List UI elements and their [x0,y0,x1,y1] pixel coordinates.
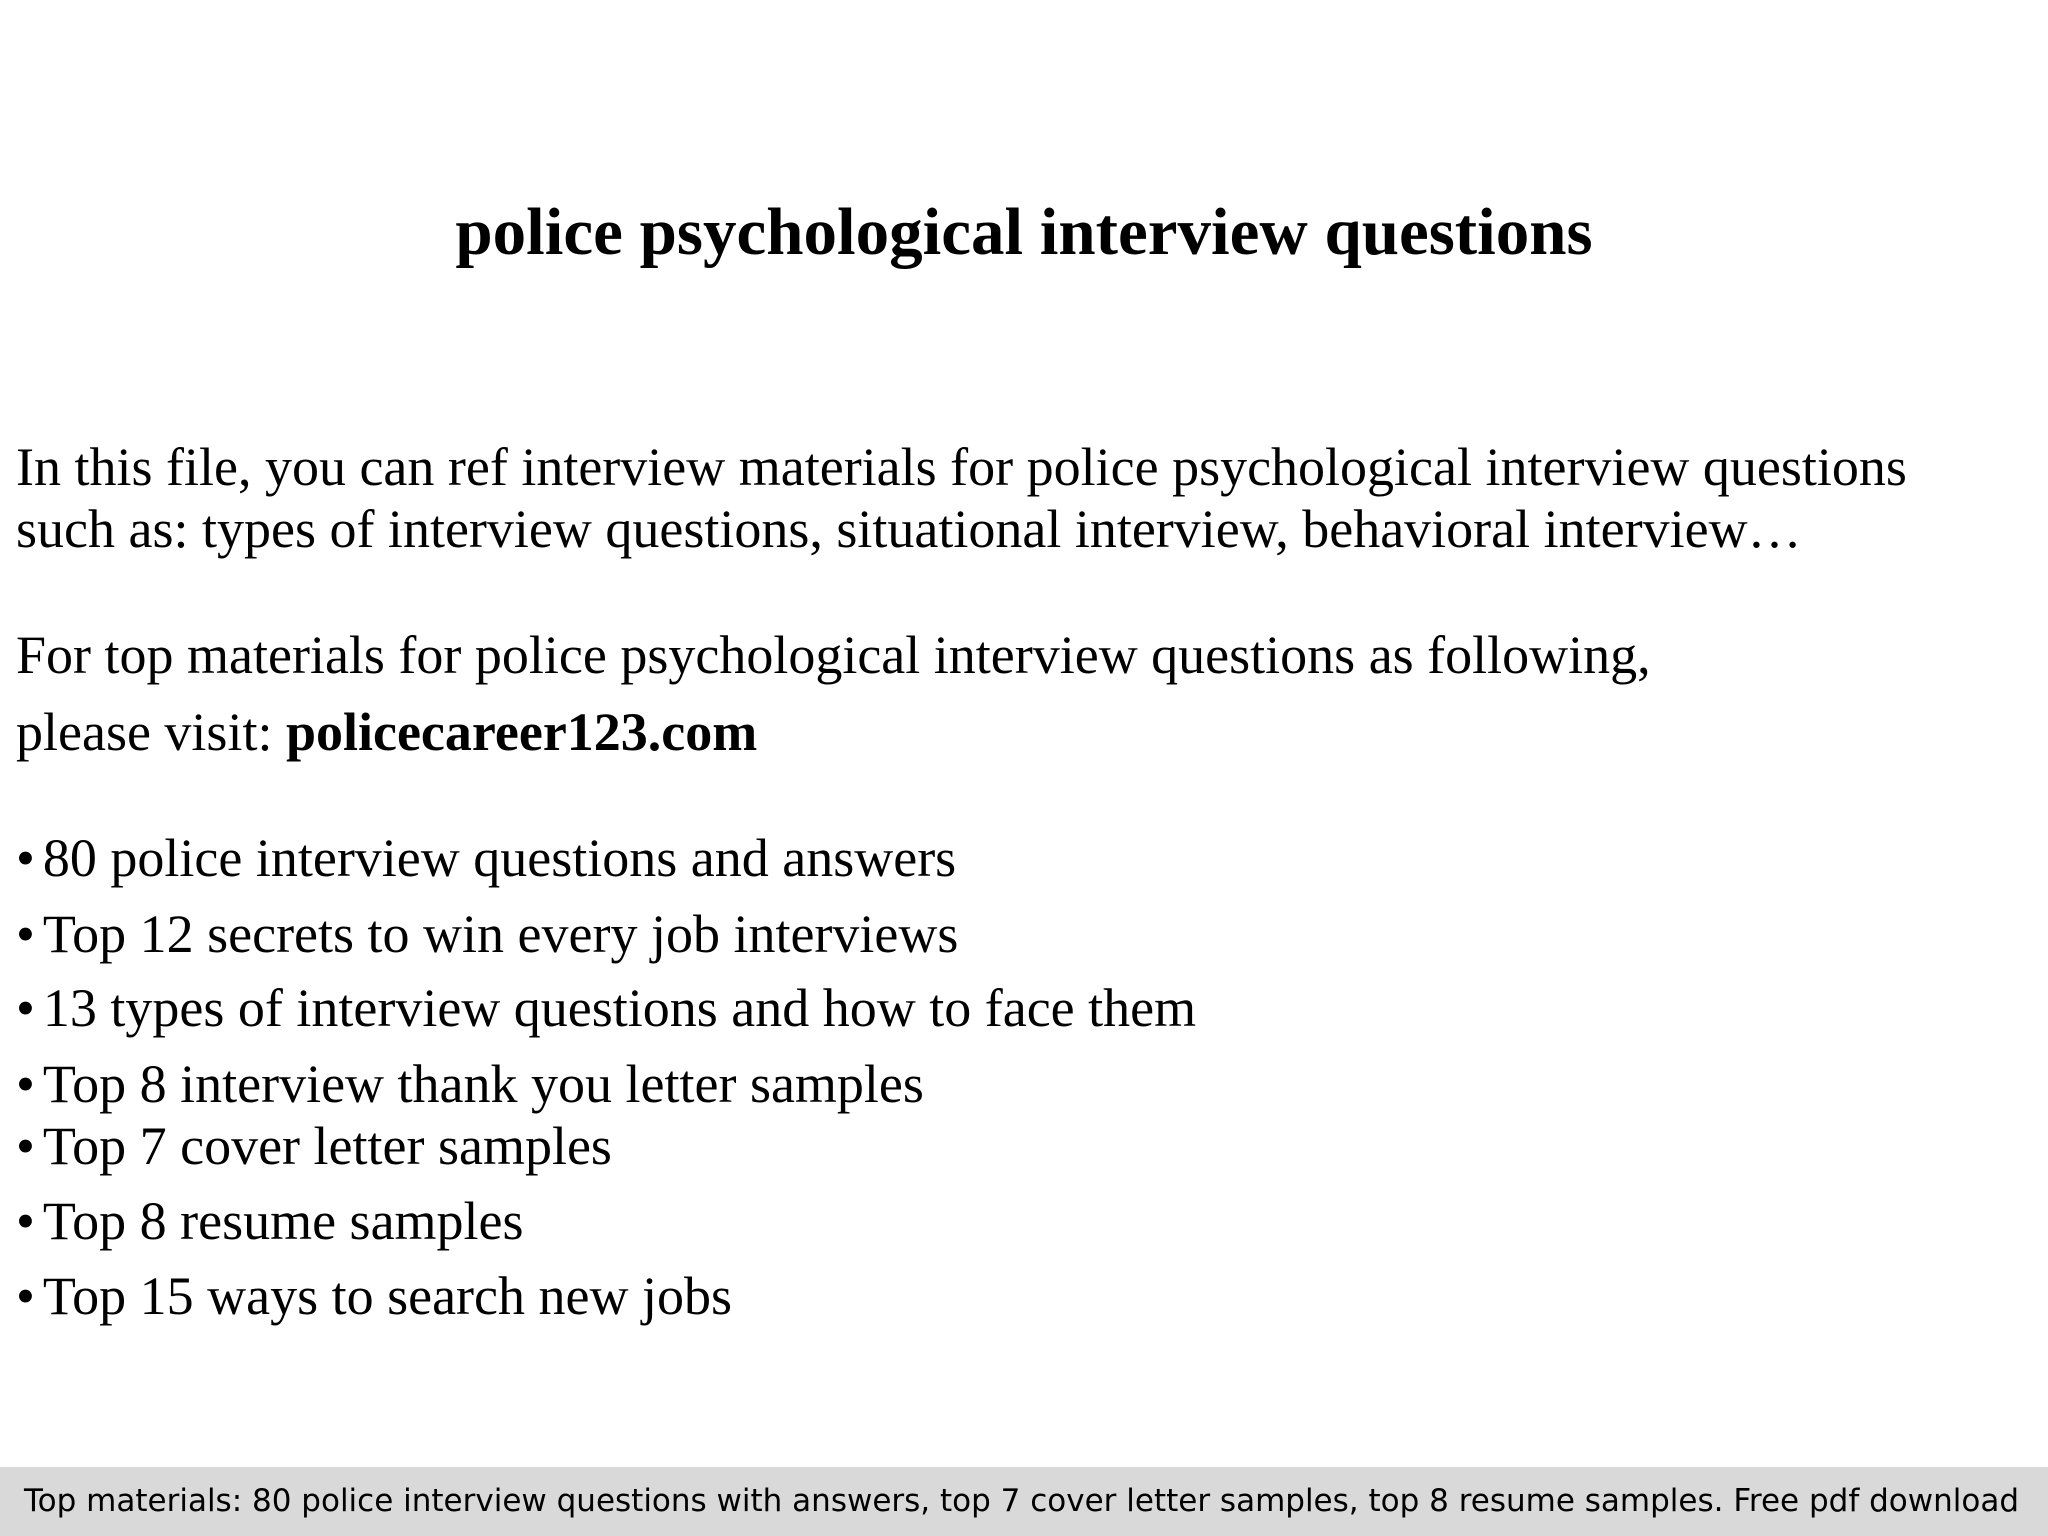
list-item-text: Top 15 ways to search new jobs [42,1266,732,1326]
intro-line-2: such as: types of interview questions, situational interview, behavioral interview… [16,499,1802,559]
list-item [16,903,958,965]
list-item [16,977,1196,1039]
bullet-icon: • [16,1116,35,1176]
bullet-icon: • [16,1266,35,1326]
list-item-text: Top 7 cover letter samples [42,1116,612,1176]
footer-bar [0,1467,2048,1536]
list-item [16,827,956,889]
list-item [16,1115,612,1177]
page-title: police psychological interview questions [455,195,1593,269]
intro-paragraph [16,436,2036,560]
list-item-text: 80 police interview questions and answers [42,828,957,888]
footer-text: Top materials: 80 police interview questions with answers, top 7 cover letter samples, top 8 resume samples. Free pdf download [24,1483,2020,1519]
list-item-text: Top 8 interview thank you letter samples [42,1054,924,1114]
bullet-icon: • [16,978,35,1038]
bullet-icon: • [16,1054,35,1114]
list-item-text: 13 types of interview questions and how to face them [42,978,1197,1038]
bullet-icon: • [16,1191,35,1251]
list-item [16,1265,732,1327]
intro-line-1: In this file, you can ref interview materials for police psychological interview questions [16,437,1907,497]
visit-line-2 [16,701,2036,763]
visit-prefix: please visit: [16,702,286,762]
bullet-icon: • [16,904,35,964]
visit-line-1: For top materials for police psychological interview questions as following, [16,625,1651,685]
list-item [16,1190,524,1252]
bullet-icon: • [16,828,35,888]
list-item [16,1053,924,1115]
list-item-text: Top 12 secrets to win every job interviews [42,904,959,964]
website-link[interactable]: policecareer123.com [285,702,758,762]
list-item-text: Top 8 resume samples [42,1191,524,1251]
